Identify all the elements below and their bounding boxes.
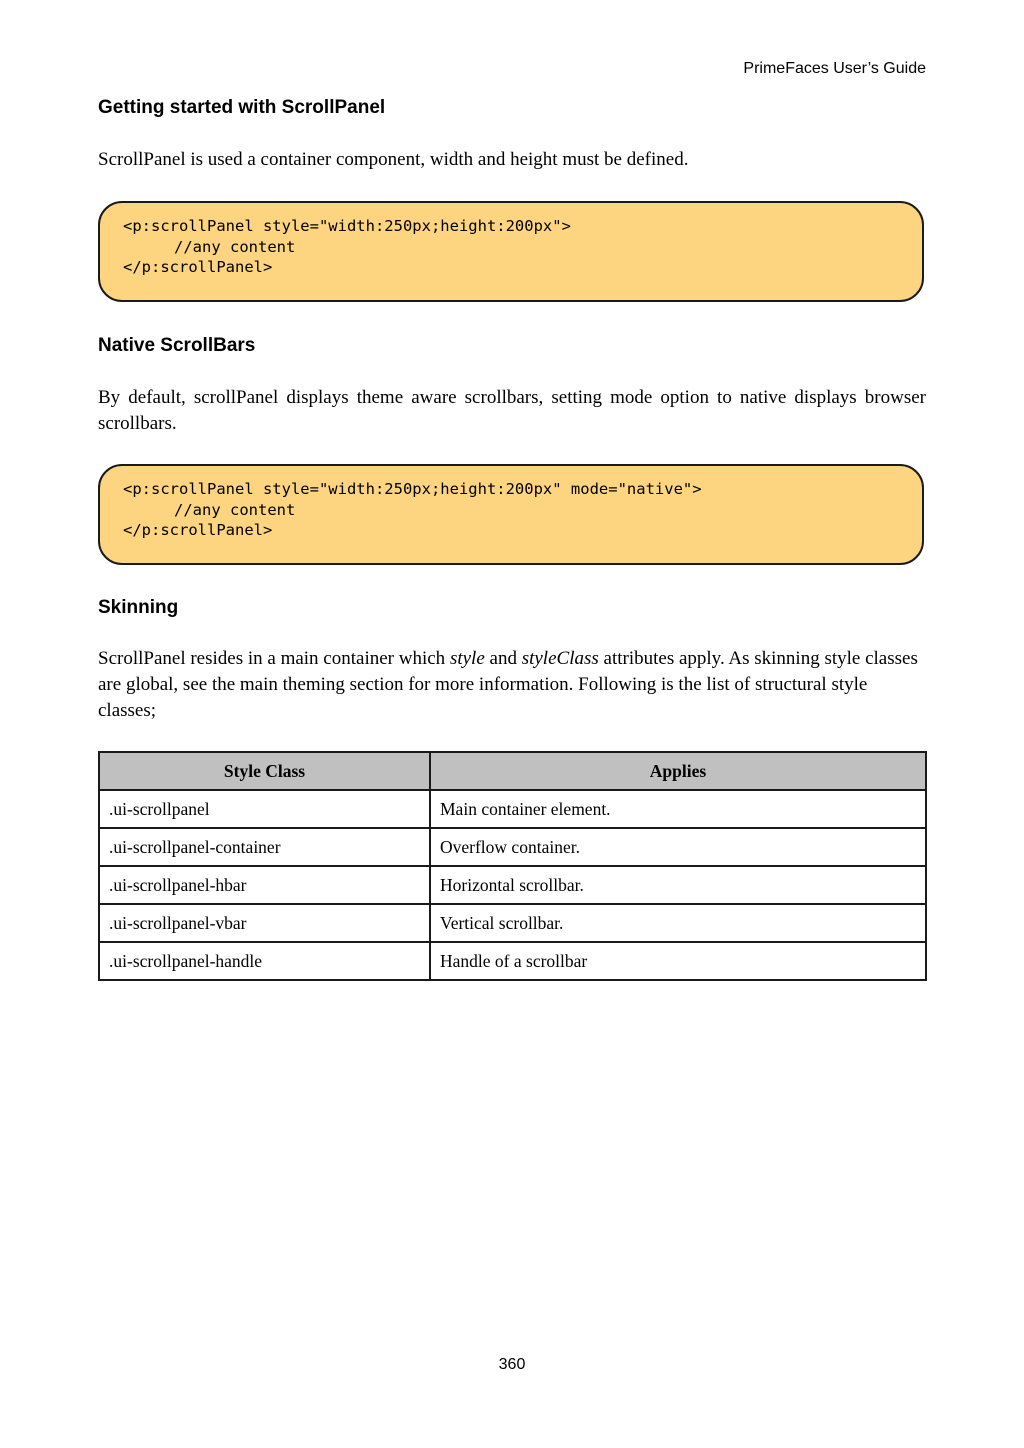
table-cell-style-class: .ui-scrollpanel-hbar	[99, 866, 430, 904]
skinning-text: ScrollPanel resides in a main container which	[98, 648, 450, 669]
page-number: 360	[498, 1356, 526, 1373]
table-cell-applies: Main container element.	[430, 790, 926, 828]
table-cell-style-class: .ui-scrollpanel	[99, 790, 430, 828]
table-header-row	[99, 752, 926, 790]
table-row	[99, 942, 926, 980]
table-cell-style-class: .ui-scrollpanel-handle	[99, 942, 430, 980]
code-line: <p:scrollPanel style="width:250px;height:200px" mode="native">	[123, 480, 702, 498]
code-block-native	[98, 464, 924, 565]
getting-started-paragraph: ScrollPanel is used a container component, width and height must be defined.	[98, 149, 689, 170]
code-line: </p:scrollPanel>	[123, 258, 273, 276]
section-heading-native-scrollbars: Native ScrollBars	[98, 335, 256, 356]
table-cell-applies: Vertical scrollbar.	[430, 904, 926, 942]
column-header-style-class: Style Class	[99, 752, 430, 790]
skinning-text: and	[484, 648, 522, 669]
table-row	[99, 866, 926, 904]
code-block-basic	[98, 201, 924, 302]
table-cell-style-class: .ui-scrollpanel-vbar	[99, 904, 430, 942]
table-row	[99, 828, 926, 866]
style-class-table	[98, 751, 927, 981]
section-heading-getting-started: Getting started with ScrollPanel	[98, 97, 386, 118]
style-attribute-term: style	[449, 648, 485, 669]
styleclass-attribute-term: styleClass	[521, 648, 599, 669]
running-header: PrimeFaces User’s Guide	[743, 60, 926, 77]
column-header-applies: Applies	[430, 752, 926, 790]
skinning-paragraph	[98, 646, 926, 724]
code-line: //any content	[174, 500, 296, 519]
code-line: </p:scrollPanel>	[123, 521, 273, 539]
code-line: //any content	[174, 237, 296, 256]
table-row	[99, 904, 926, 942]
table-cell-applies: Handle of a scrollbar	[430, 942, 926, 980]
table-cell-style-class: .ui-scrollpanel-container	[99, 828, 430, 866]
table-cell-applies: Overflow container.	[430, 828, 926, 866]
skinning-text: attributes apply. As skinning style classes are global, see the main theming section for more information. Following is the list of structural style classes;	[98, 648, 918, 721]
table-cell-applies: Horizontal scrollbar.	[430, 866, 926, 904]
code-line: <p:scrollPanel style="width:250px;height:200px">	[123, 217, 571, 235]
native-scrollbars-paragraph: By default, scrollPanel displays theme aware scrollbars, setting mode option to native displays browser scrollbars.	[98, 387, 926, 434]
table-row	[99, 790, 926, 828]
section-heading-skinning: Skinning	[98, 597, 179, 618]
